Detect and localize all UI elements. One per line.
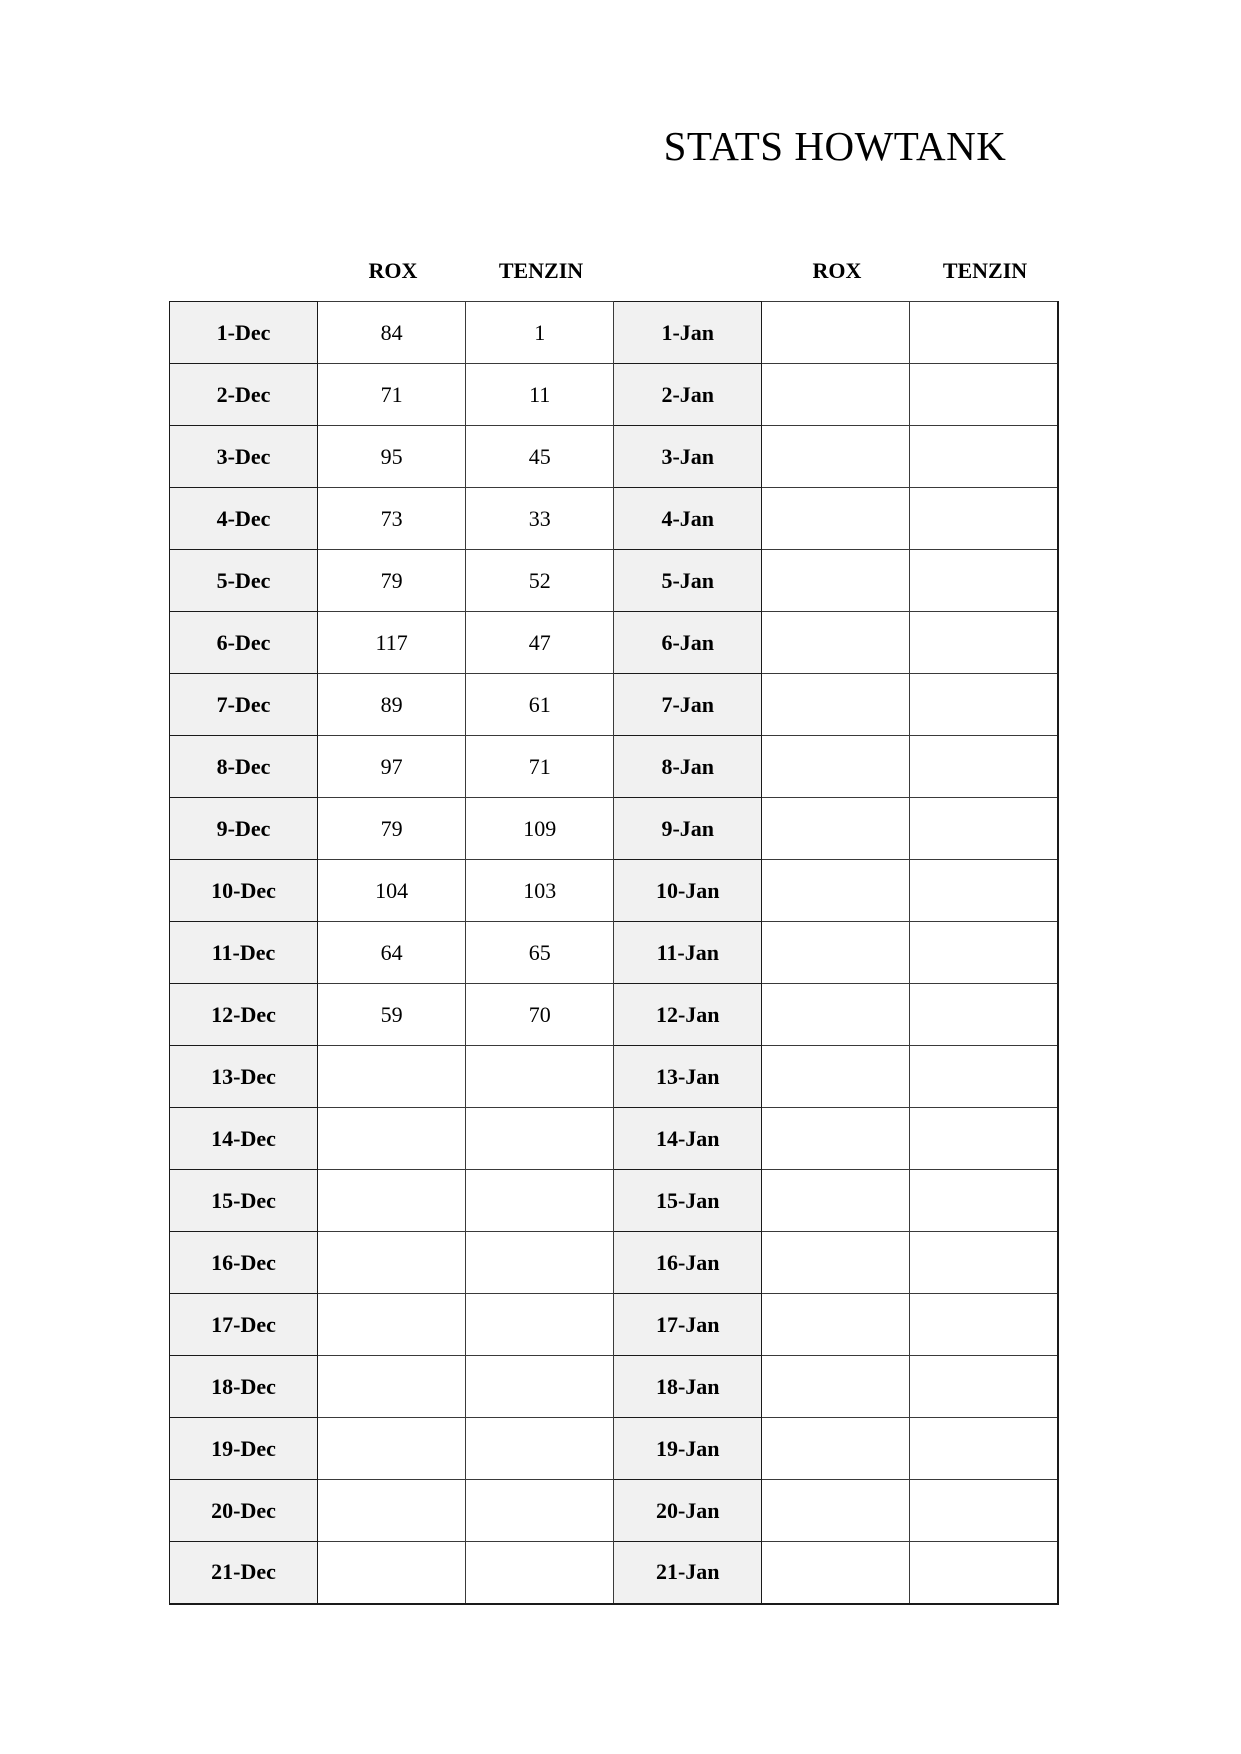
dec-tenzin-cell bbox=[466, 1232, 614, 1294]
jan-rox-cell bbox=[762, 426, 910, 488]
dec-tenzin-cell: 11 bbox=[466, 364, 614, 426]
dec-rox-cell: 79 bbox=[318, 550, 466, 612]
dec-rox-cell: 59 bbox=[318, 984, 466, 1046]
jan-date-cell: 9-Jan bbox=[614, 798, 762, 860]
dec-date-cell: 20-Dec bbox=[170, 1480, 318, 1542]
jan-tenzin-cell bbox=[910, 1418, 1058, 1480]
dec-date-cell: 5-Dec bbox=[170, 550, 318, 612]
jan-rox-cell bbox=[762, 1542, 910, 1604]
jan-rox-cell bbox=[762, 1356, 910, 1418]
table-row bbox=[170, 736, 1059, 798]
dec-date-cell: 21-Dec bbox=[170, 1542, 318, 1604]
jan-rox-cell bbox=[762, 860, 910, 922]
dec-rox-cell: 104 bbox=[318, 860, 466, 922]
jan-tenzin-cell bbox=[910, 302, 1058, 364]
dec-rox-cell: 97 bbox=[318, 736, 466, 798]
dec-rox-cell: 95 bbox=[318, 426, 466, 488]
table-row bbox=[170, 612, 1059, 674]
table-row bbox=[170, 1170, 1059, 1232]
dec-tenzin-cell: 61 bbox=[466, 674, 614, 736]
dec-tenzin-cell: 71 bbox=[466, 736, 614, 798]
dec-rox-cell: 64 bbox=[318, 922, 466, 984]
table-row bbox=[170, 1232, 1059, 1294]
jan-rox-cell bbox=[762, 1418, 910, 1480]
dec-rox-cell bbox=[318, 1480, 466, 1542]
jan-rox-cell bbox=[762, 1046, 910, 1108]
jan-date-cell: 19-Jan bbox=[614, 1418, 762, 1480]
jan-rox-cell bbox=[762, 488, 910, 550]
table-row bbox=[170, 984, 1059, 1046]
jan-tenzin-cell bbox=[910, 612, 1058, 674]
table-row bbox=[170, 1046, 1059, 1108]
dec-rox-cell bbox=[318, 1170, 466, 1232]
dec-tenzin-cell: 47 bbox=[466, 612, 614, 674]
dec-date-cell: 11-Dec bbox=[170, 922, 318, 984]
dec-tenzin-cell: 103 bbox=[466, 860, 614, 922]
jan-rox-cell bbox=[762, 922, 910, 984]
jan-date-cell: 15-Jan bbox=[614, 1170, 762, 1232]
dec-tenzin-cell: 70 bbox=[466, 984, 614, 1046]
jan-tenzin-cell bbox=[910, 1542, 1058, 1604]
dec-date-cell: 9-Dec bbox=[170, 798, 318, 860]
dec-date-cell: 6-Dec bbox=[170, 612, 318, 674]
dec-rox-cell bbox=[318, 1356, 466, 1418]
table-row bbox=[170, 488, 1059, 550]
jan-tenzin-cell bbox=[910, 1294, 1058, 1356]
jan-rox-cell bbox=[762, 1170, 910, 1232]
jan-rox-cell bbox=[762, 364, 910, 426]
dec-date-cell: 7-Dec bbox=[170, 674, 318, 736]
jan-date-cell: 10-Jan bbox=[614, 860, 762, 922]
dec-tenzin-cell: 33 bbox=[466, 488, 614, 550]
jan-tenzin-cell bbox=[910, 1046, 1058, 1108]
jan-tenzin-cell bbox=[910, 922, 1058, 984]
dec-tenzin-cell bbox=[466, 1108, 614, 1170]
jan-date-cell: 20-Jan bbox=[614, 1480, 762, 1542]
dec-rox-cell: 73 bbox=[318, 488, 466, 550]
jan-date-cell: 3-Jan bbox=[614, 426, 762, 488]
jan-date-cell: 2-Jan bbox=[614, 364, 762, 426]
table-row bbox=[170, 860, 1059, 922]
column-header-row bbox=[0, 252, 1241, 290]
table-row bbox=[170, 1418, 1059, 1480]
dec-date-cell: 19-Dec bbox=[170, 1418, 318, 1480]
col-header-dec-rox: ROX bbox=[368, 258, 418, 283]
dec-rox-cell bbox=[318, 1046, 466, 1108]
stats-table bbox=[169, 301, 1059, 1605]
dec-date-cell: 12-Dec bbox=[170, 984, 318, 1046]
jan-tenzin-cell bbox=[910, 798, 1058, 860]
table-row bbox=[170, 302, 1059, 364]
jan-tenzin-cell bbox=[910, 550, 1058, 612]
table-row bbox=[170, 798, 1059, 860]
jan-rox-cell bbox=[762, 798, 910, 860]
jan-tenzin-cell bbox=[910, 1356, 1058, 1418]
dec-tenzin-cell bbox=[466, 1170, 614, 1232]
table-row bbox=[170, 1356, 1059, 1418]
jan-tenzin-cell bbox=[910, 1170, 1058, 1232]
jan-rox-cell bbox=[762, 984, 910, 1046]
jan-date-cell: 12-Jan bbox=[614, 984, 762, 1046]
jan-tenzin-cell bbox=[910, 736, 1058, 798]
jan-tenzin-cell bbox=[910, 1232, 1058, 1294]
table-row bbox=[170, 1294, 1059, 1356]
col-header-jan-tenzin: TENZIN bbox=[942, 258, 1028, 283]
jan-rox-cell bbox=[762, 1294, 910, 1356]
dec-date-cell: 10-Dec bbox=[170, 860, 318, 922]
dec-tenzin-cell: 109 bbox=[466, 798, 614, 860]
jan-date-cell: 11-Jan bbox=[614, 922, 762, 984]
jan-date-cell: 21-Jan bbox=[614, 1542, 762, 1604]
jan-tenzin-cell bbox=[910, 426, 1058, 488]
jan-date-cell: 1-Jan bbox=[614, 302, 762, 364]
table-row bbox=[170, 922, 1059, 984]
jan-date-cell: 16-Jan bbox=[614, 1232, 762, 1294]
jan-rox-cell bbox=[762, 612, 910, 674]
jan-date-cell: 6-Jan bbox=[614, 612, 762, 674]
jan-rox-cell bbox=[762, 1232, 910, 1294]
dec-rox-cell: 89 bbox=[318, 674, 466, 736]
jan-date-cell: 18-Jan bbox=[614, 1356, 762, 1418]
dec-rox-cell bbox=[318, 1418, 466, 1480]
dec-date-cell: 1-Dec bbox=[170, 302, 318, 364]
jan-rox-cell bbox=[762, 302, 910, 364]
dec-rox-cell: 79 bbox=[318, 798, 466, 860]
col-header-jan-rox: ROX bbox=[812, 258, 862, 283]
table-row bbox=[170, 674, 1059, 736]
dec-date-cell: 18-Dec bbox=[170, 1356, 318, 1418]
dec-tenzin-cell bbox=[466, 1046, 614, 1108]
dec-date-cell: 3-Dec bbox=[170, 426, 318, 488]
jan-tenzin-cell bbox=[910, 860, 1058, 922]
jan-rox-cell bbox=[762, 1108, 910, 1170]
jan-date-cell: 17-Jan bbox=[614, 1294, 762, 1356]
jan-date-cell: 13-Jan bbox=[614, 1046, 762, 1108]
jan-tenzin-cell bbox=[910, 1480, 1058, 1542]
jan-tenzin-cell bbox=[910, 674, 1058, 736]
jan-tenzin-cell bbox=[910, 1108, 1058, 1170]
jan-tenzin-cell bbox=[910, 488, 1058, 550]
dec-rox-cell bbox=[318, 1232, 466, 1294]
dec-tenzin-cell: 52 bbox=[466, 550, 614, 612]
dec-date-cell: 17-Dec bbox=[170, 1294, 318, 1356]
dec-rox-cell bbox=[318, 1108, 466, 1170]
dec-date-cell: 8-Dec bbox=[170, 736, 318, 798]
jan-date-cell: 7-Jan bbox=[614, 674, 762, 736]
jan-date-cell: 4-Jan bbox=[614, 488, 762, 550]
table-row bbox=[170, 1108, 1059, 1170]
dec-tenzin-cell bbox=[466, 1356, 614, 1418]
jan-rox-cell bbox=[762, 736, 910, 798]
dec-tenzin-cell: 65 bbox=[466, 922, 614, 984]
dec-rox-cell: 117 bbox=[318, 612, 466, 674]
table-row bbox=[170, 426, 1059, 488]
dec-date-cell: 13-Dec bbox=[170, 1046, 318, 1108]
dec-rox-cell: 71 bbox=[318, 364, 466, 426]
dec-tenzin-cell bbox=[466, 1542, 614, 1604]
dec-tenzin-cell: 45 bbox=[466, 426, 614, 488]
jan-date-cell: 8-Jan bbox=[614, 736, 762, 798]
table-row bbox=[170, 550, 1059, 612]
jan-date-cell: 14-Jan bbox=[614, 1108, 762, 1170]
dec-rox-cell: 84 bbox=[318, 302, 466, 364]
page-title: STATS HOWTANK bbox=[663, 123, 1007, 169]
table-row bbox=[170, 1542, 1059, 1604]
table-row bbox=[170, 364, 1059, 426]
dec-date-cell: 14-Dec bbox=[170, 1108, 318, 1170]
dec-tenzin-cell bbox=[466, 1418, 614, 1480]
dec-date-cell: 15-Dec bbox=[170, 1170, 318, 1232]
jan-rox-cell bbox=[762, 550, 910, 612]
col-header-dec-tenzin: TENZIN bbox=[498, 258, 584, 283]
dec-tenzin-cell bbox=[466, 1294, 614, 1356]
jan-tenzin-cell bbox=[910, 364, 1058, 426]
jan-date-cell: 5-Jan bbox=[614, 550, 762, 612]
dec-rox-cell bbox=[318, 1294, 466, 1356]
dec-date-cell: 4-Dec bbox=[170, 488, 318, 550]
dec-date-cell: 2-Dec bbox=[170, 364, 318, 426]
dec-rox-cell bbox=[318, 1542, 466, 1604]
jan-rox-cell bbox=[762, 674, 910, 736]
dec-date-cell: 16-Dec bbox=[170, 1232, 318, 1294]
table-row bbox=[170, 1480, 1059, 1542]
jan-rox-cell bbox=[762, 1480, 910, 1542]
jan-tenzin-cell bbox=[910, 984, 1058, 1046]
dec-tenzin-cell: 1 bbox=[466, 302, 614, 364]
dec-tenzin-cell bbox=[466, 1480, 614, 1542]
